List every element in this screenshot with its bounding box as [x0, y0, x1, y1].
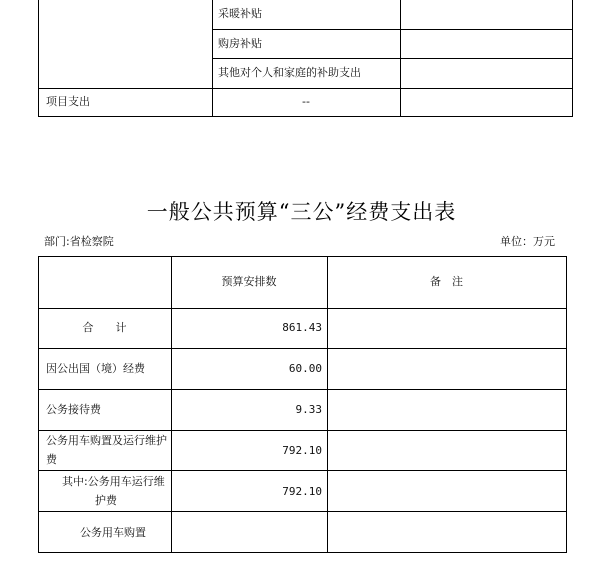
top-table-bottom-line — [38, 116, 573, 117]
row-value-vehicle-operation: 792.10 — [282, 485, 322, 498]
row-label-total: 合 计 — [82, 321, 127, 334]
main-table-row-line — [38, 389, 567, 390]
header-budget: 预算安排数 — [221, 275, 277, 288]
main-table-bottom-line — [38, 552, 567, 553]
row-label-abroad: 因公出国（境）经费 — [46, 362, 145, 375]
main-table-border-left — [38, 256, 39, 553]
top-table-row-line — [212, 29, 573, 30]
top-table-row-line — [212, 58, 573, 59]
main-table-divider-2 — [327, 256, 328, 553]
top-table-item: 其他对个人和家庭的补助支出 — [218, 66, 361, 79]
department-label: 部门:省检察院 — [44, 235, 114, 248]
row-label-reception: 公务接待费 — [46, 403, 101, 416]
main-table-border-right — [566, 256, 567, 553]
project-expense-label: 项目支出 — [46, 95, 90, 108]
header-remark: 备 注 — [430, 275, 463, 288]
row-label-vehicle-line1: 公务用车购置及运行维护 — [46, 434, 167, 447]
row-value-reception: 9.33 — [295, 403, 322, 416]
main-table-row-line — [38, 430, 567, 431]
main-table-row-line — [38, 511, 567, 512]
row-value-vehicle: 792.10 — [282, 444, 322, 457]
top-table-border-left — [38, 0, 39, 117]
main-table-top-line — [38, 256, 567, 257]
page-title: 一般公共预算“三公”经费支出表 — [146, 200, 457, 224]
row-label-vehicle-operation-line1: 其中:公务用车运行维 — [62, 475, 165, 488]
row-label-vehicle-line2: 费 — [46, 453, 57, 466]
top-table-item: 采暖补贴 — [218, 7, 262, 20]
row-label-vehicle-purchase: 公务用车购置 — [80, 526, 146, 539]
row-label-vehicle-operation-line2: 护费 — [95, 494, 117, 507]
top-table-item: 购房补贴 — [218, 37, 262, 50]
main-table-row-line — [38, 308, 567, 309]
main-table-row-line — [38, 348, 567, 349]
row-value-abroad: 60.00 — [288, 362, 322, 375]
top-table-row-line — [38, 88, 573, 89]
unit-label: 单位：万元 — [500, 235, 555, 248]
row-value-total: 861.43 — [282, 321, 322, 334]
project-expense-value: -- — [302, 95, 310, 108]
main-table-row-line — [38, 470, 567, 471]
